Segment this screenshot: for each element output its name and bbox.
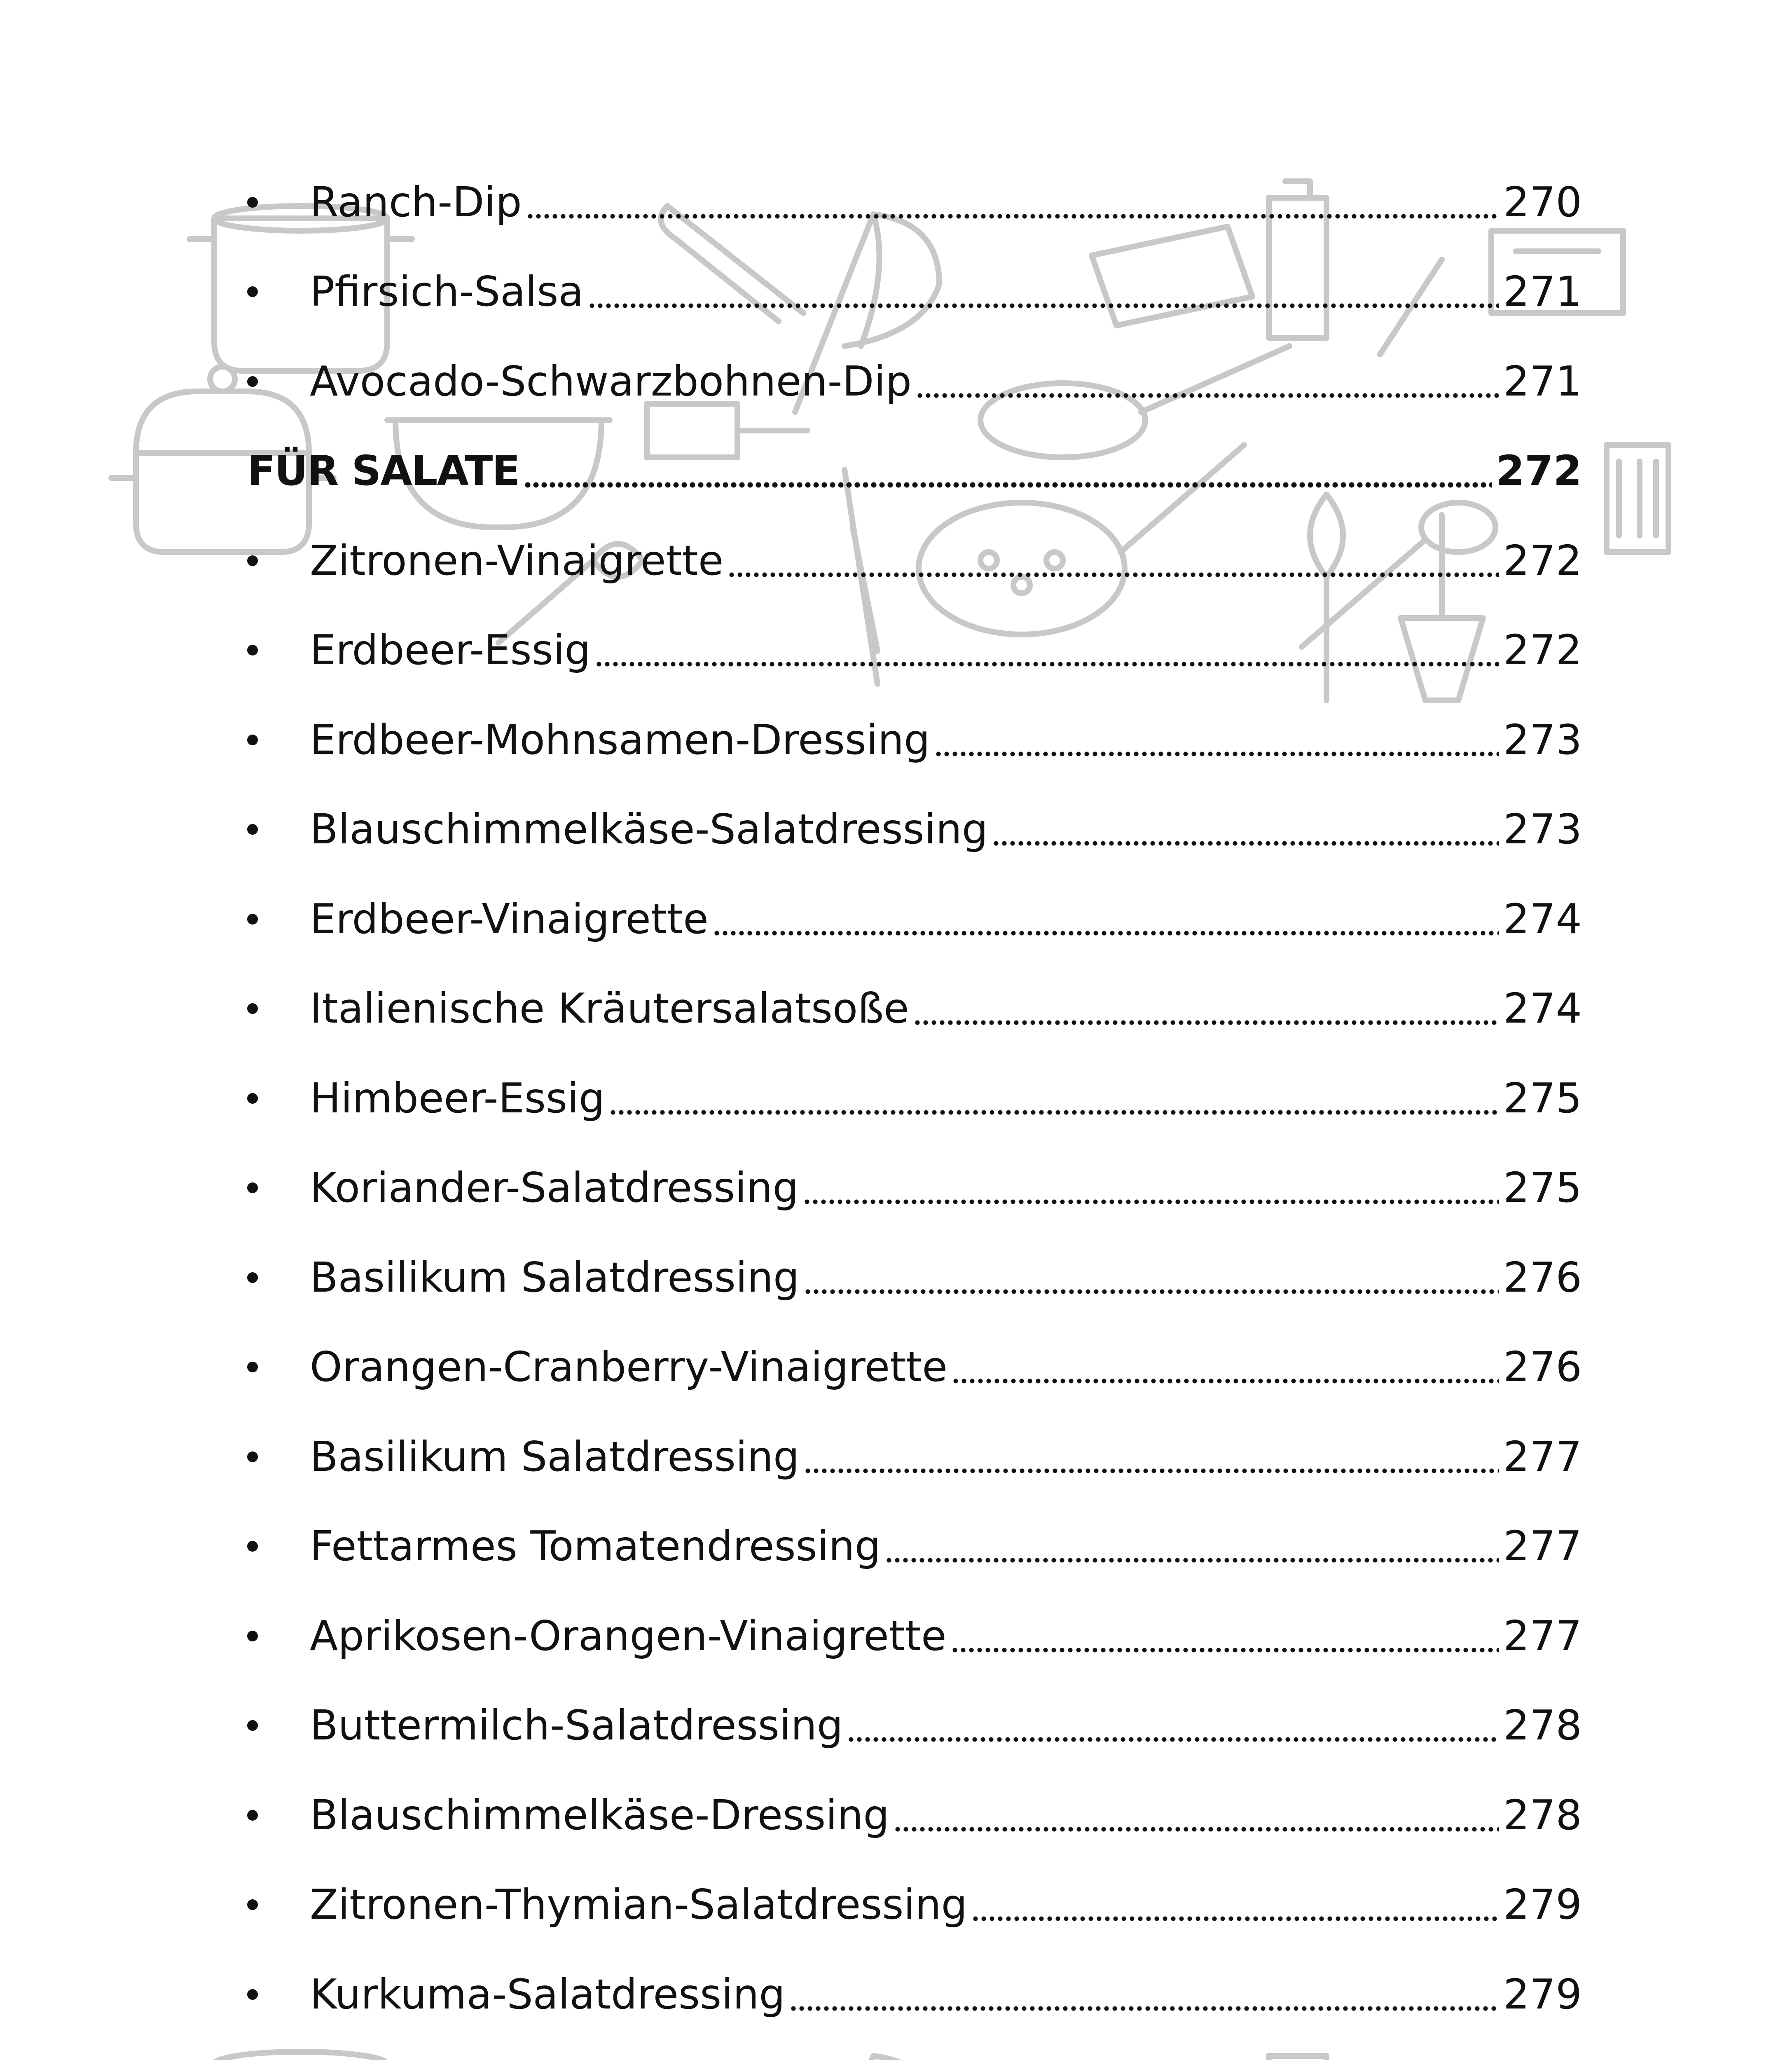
toc-page-number: 279: [1503, 1880, 1582, 1929]
toc-entry[interactable]: [247, 2039, 1582, 2060]
toc-entry[interactable]: [247, 964, 1582, 1054]
dot-leader: [885, 1526, 1499, 1567]
dot-leader: [524, 450, 1492, 492]
toc-page-number: 270: [1503, 178, 1582, 226]
toc-page-number: 274: [1503, 984, 1582, 1033]
toc-page-number: 277: [1503, 1611, 1582, 1660]
toc-entry-title: Kurkuma-Salatdressing: [310, 1970, 785, 2018]
table-of-contents: [247, 157, 1582, 2060]
dot-leader: [728, 540, 1499, 581]
dot-leader: [526, 182, 1499, 223]
toc-entry-title: Pfirsich-Salsa: [310, 267, 584, 316]
dot-leader: [934, 719, 1500, 761]
toc-page-number: 271: [1503, 267, 1582, 316]
toc-page-number: 277: [1503, 1522, 1582, 1571]
bullet-icon: [247, 914, 258, 925]
toc-entry[interactable]: [247, 1502, 1582, 1592]
bullet-icon: [247, 197, 258, 208]
toc-entry-title: Italienische Kräutersalatsoße: [310, 984, 909, 1033]
dot-leader: [971, 1884, 1499, 1925]
toc-entry-title: Fettarmes Tomatendressing: [310, 1522, 881, 1571]
toc-entry-title: Blauschimmelkäse-Dressing: [310, 1791, 889, 1839]
dot-leader: [595, 630, 1499, 671]
bullet-icon: [247, 1451, 258, 1462]
toc-page-number: 272: [1503, 536, 1582, 585]
toc-page-number: 274: [1503, 894, 1582, 943]
bullet-icon: [247, 1810, 258, 1821]
toc-page-number: 273: [1503, 715, 1582, 764]
toc-entry-title: FÜR SALATE: [247, 447, 519, 495]
toc-entry[interactable]: [247, 1143, 1582, 1233]
toc-page-number: 276: [1503, 1253, 1582, 1302]
dot-leader: [913, 988, 1499, 1029]
toc-page-number: 272: [1503, 626, 1582, 674]
toc-page-number: 271: [1503, 357, 1582, 405]
toc-entry-title: Basilikum Salatdressing: [310, 1253, 800, 1302]
toc-entry[interactable]: [247, 337, 1582, 426]
toc-entry-title: Ranch-Dip: [310, 178, 522, 226]
dot-leader: [804, 1436, 1500, 1477]
toc-page-number: 275: [1503, 1163, 1582, 1212]
toc-page-number: 279: [1503, 1970, 1582, 2018]
toc-page-number: 272: [1496, 447, 1582, 495]
toc-entry[interactable]: [247, 1053, 1582, 1143]
toc-entry[interactable]: [247, 157, 1582, 247]
toc-page-number: 276: [1503, 1343, 1582, 1391]
bullet-icon: [247, 1631, 258, 1641]
toc-entry[interactable]: [247, 1860, 1582, 1950]
dot-leader: [916, 361, 1499, 402]
toc-entry[interactable]: [247, 1233, 1582, 1323]
bullet-icon: [247, 555, 258, 566]
toc-entry-title: Zitronen-Vinaigrette: [310, 536, 724, 585]
toc-entry[interactable]: [247, 247, 1582, 337]
toc-page-number: 278: [1503, 1791, 1582, 1839]
toc-page-number: 278: [1503, 1701, 1582, 1750]
toc-entry[interactable]: [247, 1770, 1582, 1860]
toc-entry-title: Aprikosen-Orangen-Vinaigrette: [310, 1611, 947, 1660]
toc-entry[interactable]: [247, 1591, 1582, 1681]
toc-entry-title: Basilikum Salatdressing: [310, 1432, 800, 1481]
bullet-icon: [247, 735, 258, 745]
toc-entry-title: Erdbeer-Mohnsamen-Dressing: [310, 715, 930, 764]
toc-page-number: 275: [1503, 1074, 1582, 1122]
dot-leader: [789, 1974, 1499, 2015]
toc-entry-title: Orangen-Cranberry-Vinaigrette: [310, 1343, 947, 1391]
dot-leader: [951, 1615, 1500, 1657]
dot-leader: [894, 1795, 1499, 1836]
toc-entry[interactable]: [247, 785, 1582, 875]
toc-entry[interactable]: [247, 874, 1582, 964]
toc-entry[interactable]: [247, 1412, 1582, 1502]
toc-entry-title: Erdbeer-Vinaigrette: [310, 894, 709, 943]
dot-leader: [847, 1705, 1499, 1746]
dot-leader: [588, 271, 1499, 312]
dot-leader: [609, 1078, 1499, 1119]
toc-entry-title: Zitronen-Thymian-Salatdressing: [310, 1880, 968, 1929]
toc-entry-title: Erdbeer-Essig: [310, 626, 591, 674]
bullet-icon: [247, 1989, 258, 2000]
toc-entry-title: Avocado-Schwarzbohnen-Dip: [310, 357, 912, 405]
toc-entry-title: Buttermilch-Salatdressing: [310, 1701, 843, 1750]
toc-entry-title: Himbeer-Essig: [310, 1074, 605, 1122]
grater-icon: [1607, 445, 1668, 552]
toc-page-number: 277: [1503, 1432, 1582, 1481]
toc-entry-title: Koriander-Salatdressing: [310, 1163, 799, 1212]
toc-entry[interactable]: [247, 695, 1582, 785]
toc-entry[interactable]: [247, 606, 1582, 695]
dot-leader: [713, 899, 1499, 940]
bullet-icon: [247, 1093, 258, 1104]
toc-entry[interactable]: [247, 516, 1582, 606]
toc-entry-title: Blauschimmelkäse-Salatdressing: [310, 805, 988, 854]
toc-entry[interactable]: [247, 1950, 1582, 2039]
toc-section-heading[interactable]: [247, 426, 1582, 516]
toc-entry[interactable]: [247, 1323, 1582, 1412]
bullet-icon: [247, 376, 258, 387]
toc-entry[interactable]: [247, 1681, 1582, 1771]
toc-page-number: 273: [1503, 805, 1582, 854]
dot-leader: [992, 809, 1499, 850]
bullet-icon: [247, 1272, 258, 1283]
dot-leader: [952, 1346, 1499, 1388]
dot-leader: [803, 1167, 1499, 1208]
dot-leader: [804, 1257, 1500, 1298]
